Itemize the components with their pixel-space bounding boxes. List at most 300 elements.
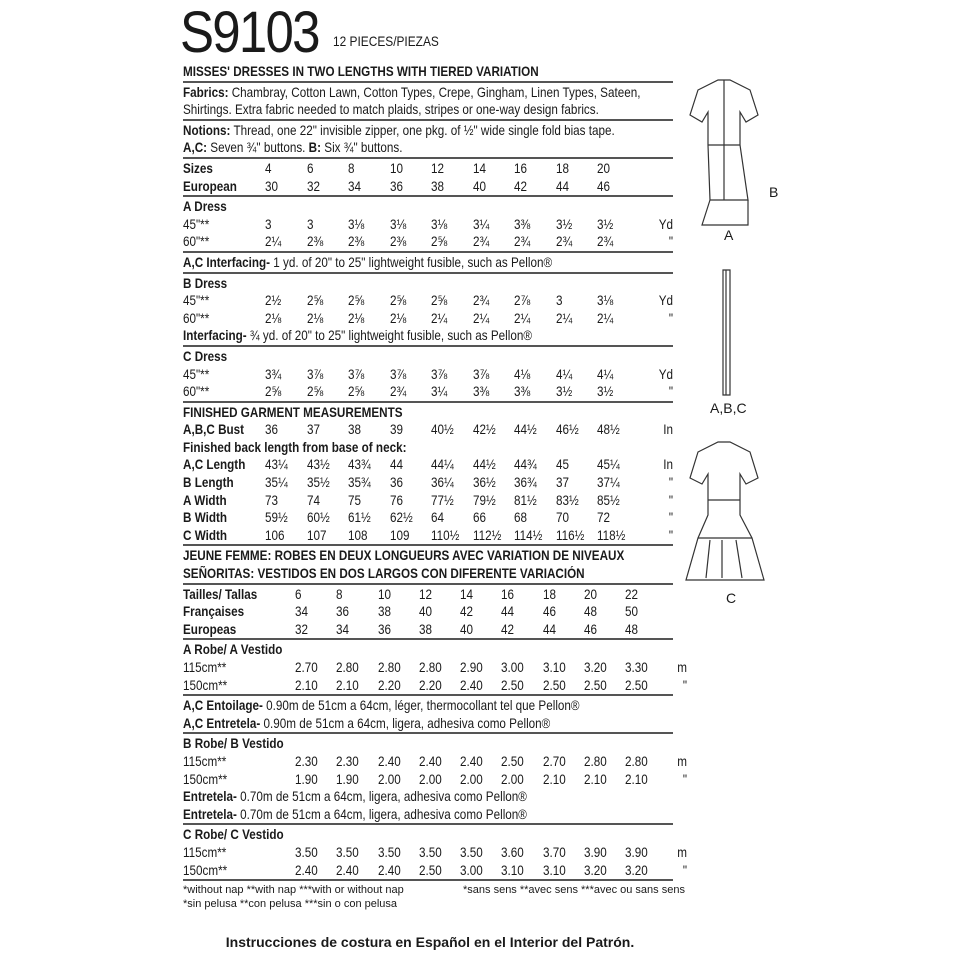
cell-value: 12 [418, 586, 432, 602]
table-section [183, 157, 673, 195]
cell-value: 2¾ [514, 234, 531, 250]
cell-value: 36 [389, 178, 403, 194]
dress-c-sketch [686, 442, 764, 580]
cell-value: 2.10 [295, 677, 318, 693]
dress-b-sketch [690, 80, 758, 200]
cell-value: 2.80 [625, 753, 649, 769]
note-text: 1 yd. of 20" to 25" lightweight fusible, such as Pellon® [270, 254, 553, 270]
cell-value: 3½ [555, 216, 572, 232]
pattern-envelope-back [183, 63, 687, 919]
cell-value: 2.00 [460, 771, 483, 787]
cell-value: 3.90 [584, 844, 607, 860]
cell-value: 2¼ [555, 310, 572, 326]
cell-value: 46 [584, 621, 598, 637]
cell-value: 2.90 [460, 660, 483, 675]
sketch-label-a: A [724, 227, 734, 243]
cell-value: 2⅝ [348, 384, 365, 400]
cell-value: 2⅝ [431, 234, 448, 250]
cell-value: 1.90 [336, 771, 360, 787]
row-label: C Width [183, 527, 228, 543]
notions-text: Thread, one 22" invisible zipper, one pkg. of ½" wide single fold bias tape. [230, 122, 615, 138]
cell-value: 2⅞ [514, 293, 531, 309]
row-heading: C Robe/ C Vestido [183, 827, 284, 843]
table-row [183, 586, 673, 604]
table-row [183, 492, 673, 510]
cell-value: 2¾ [472, 293, 489, 309]
interfacing-note [183, 254, 672, 272]
cell-value: 2.50 [625, 677, 649, 693]
cell-value: 2¼ [472, 310, 489, 326]
note-label: Entretela- [183, 806, 237, 822]
row-label: A Width [183, 492, 227, 508]
table-row [183, 292, 673, 310]
cell-value: 8 [348, 160, 355, 176]
unit-label: m [676, 844, 687, 860]
cell-value: 3⅜ [472, 384, 489, 400]
unit-label: In [662, 457, 673, 473]
interfacing-note [183, 697, 672, 715]
cell-value: 42½ [472, 422, 496, 438]
cell-value: 44 [555, 178, 569, 194]
cell-value: 2.10 [542, 771, 566, 787]
cell-value: 3½ [555, 384, 572, 400]
row-heading: Finished back length from base of neck: [183, 439, 407, 455]
cell-value: 48½ [597, 422, 620, 438]
row-label: 45"** [183, 293, 210, 309]
cell-value: 32 [295, 621, 309, 637]
cell-value: 2.30 [295, 753, 318, 769]
row-label: Europeas [183, 621, 237, 637]
cell-value: 107 [306, 527, 327, 543]
table-row [183, 659, 687, 677]
cell-value: 3.30 [625, 660, 649, 675]
cell-value: 18 [542, 586, 556, 602]
b-buttons: Six ¾" buttons. [321, 140, 403, 156]
cell-value: 2¾ [555, 234, 572, 250]
cell-value: 64 [431, 510, 445, 526]
cell-value: 2¼ [597, 310, 614, 326]
cell-value: 32 [306, 178, 320, 194]
cell-value: 40 [472, 178, 486, 194]
cell-value: 3⅛ [389, 216, 406, 232]
imperial-yardage-table [183, 157, 673, 544]
table-section [183, 732, 687, 823]
interfacing-note [183, 806, 672, 824]
cell-value: 2¼ [431, 310, 448, 326]
row-label: 115cm** [183, 660, 227, 675]
cell-value: 2⅛ [348, 310, 365, 326]
row-label: 60"** [183, 234, 210, 250]
cell-value: 77½ [431, 492, 454, 508]
unit-label: " [682, 862, 687, 878]
cell-value: 2.40 [377, 862, 401, 878]
cell-value: 3.50 [377, 844, 401, 860]
cell-value: 112½ [472, 527, 501, 543]
cell-value: 2.40 [295, 862, 318, 878]
cell-value: 40½ [431, 422, 454, 438]
fabrics-text-2: Shirtings. Extra fabric needed to match plaids, stripes or one-way design fabrics. [183, 102, 599, 118]
cell-value: 22 [625, 586, 639, 602]
cell-value: 34 [348, 178, 362, 194]
footnote-fr: *sans sens **avec sens ***avec ou sans sens [463, 884, 685, 897]
cell-value: 36¾ [514, 475, 537, 491]
note-label: A,C Entoilage- [183, 698, 263, 714]
cell-value: 3⅜ [514, 384, 531, 400]
table-row [183, 456, 673, 474]
cell-value: 114½ [514, 527, 543, 543]
pieces-count: 12 PIECES/PIEZAS [333, 33, 439, 49]
cell-value: 6 [306, 160, 314, 176]
cell-value: 110½ [431, 527, 460, 543]
ac-buttons: Seven ¾" buttons. [207, 140, 309, 156]
cell-value: 73 [265, 492, 279, 508]
notions-section [183, 119, 673, 157]
cell-value: 118½ [597, 527, 626, 543]
table-section [183, 583, 673, 639]
cell-value: 2.50 [501, 677, 525, 693]
cell-value: 42 [514, 178, 528, 194]
row-label: Sizes [183, 160, 213, 176]
row-label: European [183, 178, 237, 194]
footnotes [183, 879, 685, 919]
table-section [183, 638, 687, 694]
cell-value: 75 [348, 492, 362, 508]
cell-value: 2⅝ [431, 293, 448, 309]
cell-value: 4⅛ [514, 366, 531, 382]
metric-heading-fr: JEUNE FEMME: ROBES EN DEUX LONGUEURS AVEC VARIATION DE NIVEAUX [183, 548, 625, 564]
unit-label [643, 160, 672, 178]
cell-value: 3.50 [295, 844, 318, 860]
table-row [183, 383, 673, 401]
table-section [183, 251, 673, 272]
table-row [183, 621, 673, 639]
cell-value: 3⅜ [514, 216, 531, 232]
heading: MISSES' DRESSES IN TWO LENGTHS WITH TIERED VARIATION [183, 64, 539, 79]
row-heading: A Robe/ A Vestido [183, 642, 283, 658]
cell-value: 3 [306, 216, 314, 232]
cell-value: 3⅛ [431, 216, 448, 232]
row-label: A,C Length [183, 457, 246, 473]
cell-value: 14 [472, 160, 486, 176]
note-text: 0.70m de 51cm a 64cm, ligera, adhesiva como Pellon® [236, 789, 527, 805]
garment-sketches [680, 60, 770, 620]
cell-value: 45 [555, 457, 569, 473]
cell-value: 2.80 [418, 660, 442, 675]
cell-value: 3.60 [501, 844, 525, 860]
cell-value: 46½ [555, 422, 579, 438]
unit-label: In [662, 422, 673, 438]
cell-value: 2½ [265, 293, 282, 309]
cell-value: 3.50 [336, 844, 360, 860]
cell-value: 16 [514, 160, 528, 176]
row-heading: B Dress [183, 275, 228, 291]
cell-value: 2.50 [584, 677, 607, 693]
cell-value: 2.50 [501, 753, 525, 769]
cell-value: 116½ [555, 527, 584, 543]
cell-value: 2.40 [460, 753, 483, 769]
cell-value: 12 [431, 160, 445, 176]
cell-value: 109 [389, 527, 410, 543]
cell-value: 2.40 [336, 862, 360, 878]
cell-value: 44 [542, 621, 556, 637]
cell-value: 42 [460, 604, 474, 620]
cell-value: 48 [625, 621, 639, 637]
cell-value: 2.40 [377, 753, 401, 769]
row-label: 115cm** [183, 844, 227, 860]
note-text: ¾ yd. of 20" to 25" lightweight fusible, such as Pellon® [246, 328, 532, 344]
dress-a-sketch [702, 200, 748, 225]
cell-value: 4¼ [555, 366, 572, 382]
cell-value: 2¼ [514, 310, 531, 326]
cell-value: 74 [306, 492, 320, 508]
table-row [183, 178, 673, 196]
row-label: 150cm** [183, 677, 228, 693]
cell-value: 35½ [306, 475, 330, 491]
cell-value: 62½ [389, 510, 413, 526]
note-label: A,C Interfacing- [183, 254, 271, 270]
table-row [183, 677, 687, 695]
cell-value: 2.00 [377, 771, 401, 787]
table-row [183, 862, 687, 880]
cell-value: 2.40 [460, 677, 483, 693]
cell-value: 16 [501, 586, 515, 602]
cell-value: 44¼ [431, 457, 454, 473]
cell-value: 3⅞ [389, 366, 406, 382]
cell-value: 1.90 [295, 771, 318, 787]
footnote-es: *sin pelusa **con pelusa ***sin o con pelusa [183, 898, 398, 911]
cell-value: 2.80 [336, 660, 360, 675]
sketch-label-b: B [769, 184, 779, 200]
cell-value: 10 [389, 160, 403, 176]
row-label: 150cm** [183, 862, 228, 878]
cell-value: 35¾ [348, 475, 371, 491]
table-row [183, 366, 673, 384]
unit-label: " [668, 234, 673, 250]
row-label: 60"** [183, 384, 210, 400]
cell-value: 2¾ [389, 384, 406, 400]
cell-value: 36¼ [431, 475, 454, 491]
unit-label: " [668, 384, 673, 400]
cell-value: 79½ [472, 492, 496, 508]
ac-label: A,C: [183, 140, 208, 156]
cell-value: 3.10 [542, 862, 566, 878]
unit-label: Yd [658, 366, 673, 382]
cell-value: 2⅛ [389, 310, 406, 326]
cell-value: 70 [555, 510, 569, 526]
spanish-instructions-note: Instrucciones de costura en Español en el Interior del Patrón. [225, 934, 635, 950]
note-label: Interfacing- [183, 328, 247, 344]
cell-value: 81½ [514, 492, 537, 508]
row-label: 60"** [183, 310, 210, 326]
cell-value: 2⅝ [306, 293, 323, 309]
cell-value: 85½ [597, 492, 620, 508]
cell-value: 3⅞ [431, 366, 448, 382]
cell-value: 3.50 [460, 844, 483, 860]
cell-value: 3 [555, 293, 563, 309]
cell-value: 2¾ [472, 234, 489, 250]
cell-value: 50 [625, 604, 639, 620]
cell-value: 3.00 [501, 660, 525, 675]
cell-value: 2⅜ [389, 234, 406, 250]
cell-value: 40 [418, 604, 432, 620]
interfacing-note [183, 788, 672, 806]
cell-value: 72 [597, 510, 611, 526]
cell-value: 18 [555, 160, 569, 176]
cell-value: 2⅝ [265, 384, 282, 400]
cell-value: 3½ [597, 384, 614, 400]
row-label: 115cm** [183, 753, 227, 769]
cell-value: 36 [265, 422, 279, 438]
unit-label: Yd [658, 293, 673, 309]
cell-value: 2.80 [377, 660, 401, 675]
cell-value: 3.20 [584, 660, 607, 675]
cell-value: 2⅝ [306, 384, 323, 400]
table-section [183, 401, 673, 545]
cell-value: 3.10 [542, 660, 566, 675]
cell-value: 2.00 [418, 771, 442, 787]
cell-value: 43½ [306, 457, 330, 473]
cell-value: 2.50 [418, 862, 442, 878]
cell-value: 38 [431, 178, 445, 194]
table-section [183, 345, 673, 401]
table-row [183, 233, 673, 251]
cell-value: 36 [377, 621, 391, 637]
cell-value: 3.70 [542, 844, 566, 860]
cell-value: 76 [389, 492, 403, 508]
cell-value: 4 [265, 160, 272, 176]
cell-value: 2.20 [418, 677, 442, 693]
cell-value: 2.50 [542, 677, 566, 693]
cell-value: 45¼ [597, 457, 620, 473]
cell-value: 6 [295, 586, 302, 602]
cell-value: 3¾ [265, 366, 282, 382]
cell-value: 14 [460, 586, 474, 602]
row-label: Françaises [183, 604, 245, 620]
cell-value: 34 [336, 621, 350, 637]
cell-value: 2⅛ [306, 310, 323, 326]
table-row [183, 603, 673, 621]
cell-value: 34 [295, 604, 309, 620]
cell-value: 2¾ [597, 234, 614, 250]
table-row [183, 310, 673, 328]
cell-value: 36½ [472, 475, 496, 491]
cell-value: 3⅞ [472, 366, 489, 382]
cell-value: 46 [597, 178, 611, 194]
cell-value: 108 [348, 527, 368, 543]
interfacing-note [183, 327, 672, 345]
cell-value: 3½ [597, 216, 614, 232]
unit-label: " [668, 492, 673, 508]
cell-value: 35¼ [265, 475, 288, 491]
cell-value: 42 [501, 621, 515, 637]
cell-value: 60½ [306, 510, 330, 526]
table-row [183, 160, 673, 178]
cell-value: 2.10 [625, 771, 649, 787]
note-text: 0.70m de 51cm a 64cm, ligera, adhesiva como Pellon® [236, 806, 527, 822]
cell-value: 36 [389, 475, 403, 491]
unit-label: " [668, 475, 673, 491]
cell-value: 4¼ [597, 366, 614, 382]
cell-value: 2⅜ [348, 234, 365, 250]
note-label: A,C Entretela- [183, 715, 261, 731]
table-row [183, 421, 673, 439]
table-row [183, 509, 673, 527]
unit-label: " [668, 510, 673, 526]
unit-label: " [682, 677, 687, 693]
cell-value: 83½ [555, 492, 579, 508]
cell-value: 44¾ [514, 457, 537, 473]
table-row [183, 216, 673, 234]
cell-value: 46 [542, 604, 556, 620]
cell-value: 8 [336, 586, 343, 602]
cell-value: 2.20 [377, 677, 401, 693]
row-label: Tailles/ Tallas [183, 586, 258, 602]
unit-label: " [668, 527, 673, 543]
cell-value: 3.50 [418, 844, 442, 860]
table-row [183, 771, 687, 789]
cell-value: 3⅞ [306, 366, 323, 382]
cell-value: 38 [377, 604, 391, 620]
cell-value: 20 [584, 586, 598, 602]
sketch-label-abc: A,B,C [710, 400, 747, 416]
cell-value: 36 [336, 604, 350, 620]
note-text: 0.90m de 51cm a 64cm, ligera, adhesiva como Pellon® [260, 715, 551, 731]
row-heading: A Dress [183, 199, 227, 215]
cell-value: 3¼ [472, 216, 489, 232]
unit-label: m [676, 660, 687, 675]
cell-value: 39 [389, 422, 403, 438]
cell-value: 3.00 [460, 862, 483, 878]
cell-value: 2⅛ [265, 310, 282, 326]
cell-value: 3.20 [584, 862, 607, 878]
footnote-en: *without nap **with nap ***with or without nap [183, 884, 404, 897]
table-section [183, 272, 673, 345]
cell-value: 2.40 [418, 753, 442, 769]
cell-value: 2⅝ [389, 293, 406, 309]
cell-value: 106 [265, 527, 285, 543]
row-heading: FINISHED GARMENT MEASUREMENTS [183, 404, 403, 420]
row-heading: C Dress [183, 348, 228, 364]
unit-label: " [668, 310, 673, 326]
cell-value: 38 [348, 422, 362, 438]
cell-value: 2.00 [501, 771, 525, 787]
cell-value: 2¼ [265, 234, 282, 250]
row-label: B Width [183, 510, 228, 526]
unit-label [669, 621, 686, 639]
cell-value: 61½ [348, 510, 371, 526]
cell-value: 44½ [514, 422, 537, 438]
cell-value: 68 [514, 510, 528, 526]
cell-value: 44 [501, 604, 515, 620]
cell-value: 37 [555, 475, 569, 491]
cell-value: 37 [306, 422, 320, 438]
cell-value: 3⅞ [348, 366, 365, 382]
cell-value: 2.10 [336, 677, 360, 693]
cell-value: 37¼ [597, 475, 620, 491]
cell-value: 20 [597, 160, 611, 176]
cell-value: 44½ [472, 457, 496, 473]
cell-value: 3⅛ [597, 293, 614, 309]
cell-value: 3 [265, 216, 272, 232]
cell-value: 44 [389, 457, 403, 473]
cell-value: 66 [472, 510, 486, 526]
tie-belt-sketch [723, 270, 730, 395]
cell-value: 30 [265, 178, 279, 194]
table-section [183, 823, 687, 879]
notions-label: Notions: [183, 122, 231, 138]
table-row [183, 753, 687, 771]
cell-value: 2⅜ [306, 234, 323, 250]
